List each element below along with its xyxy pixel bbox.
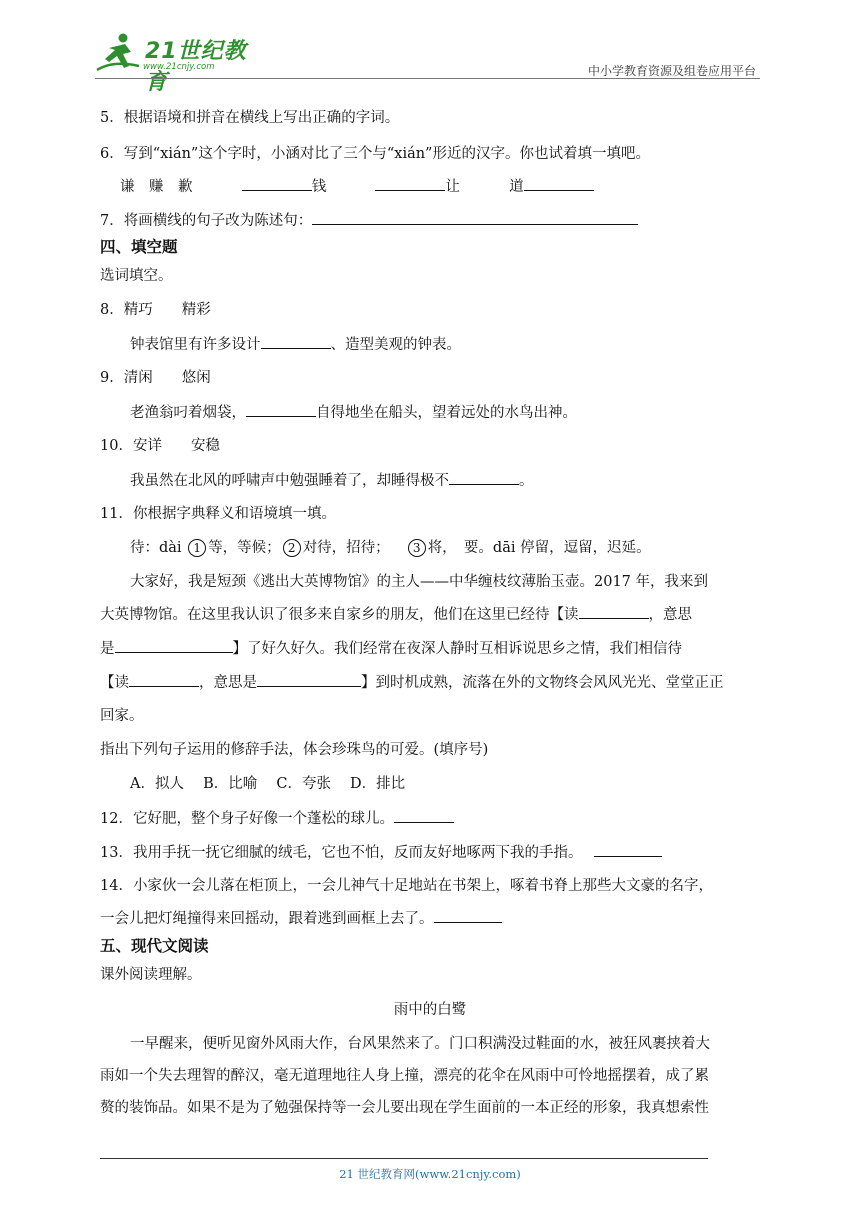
question-10-sentence [130,468,534,490]
q11-p3-a: 是 [100,641,115,657]
q14-blank[interactable] [434,906,502,923]
question-14-line-2 [100,906,502,928]
q6-blank-1[interactable] [242,174,312,191]
q11-paragraph-line-5: 回家。 [100,708,144,724]
q11-blank-meaning-2[interactable] [257,670,361,687]
q9-text-b: 自得地坐在船头，望着远处的水鸟出神。 [316,405,577,421]
q9-text-a: 老渔翁叼着烟袋， [130,405,246,421]
q7-text: 7．将画横线的句子改为陈述句： [100,213,313,229]
q6-fill-1-text: 钱 [311,179,327,195]
q11-blank-read-2[interactable] [129,670,199,687]
q14-text-b: 一会儿把灯绳撞得来回摇动，跟着逃到画框上去了。 [100,911,434,927]
q11-blank-meaning-1[interactable] [115,636,233,653]
q8-text-a: 钟表馆里有许多设计 [130,337,261,353]
passage-line-2: 雨如一个失去理智的醉汉，毫无道理地往人身上撞，漂亮的花伞在风雨中可怜地摇摆着，成了累 [100,1068,709,1084]
section-5-title: 五、现代文阅读 [100,937,209,955]
q11-def-d: 将， 要。dāi 停留，逗留，迟延。 [427,540,651,556]
q11-paragraph-line-1: 大家好，我是短颈《逃出大英博物馆》的主人——中华缠枝纹薄胎玉壶。2017 年，我来到 [130,574,709,590]
q11-p2-b: ，意思 [648,607,692,623]
section-5-intro: 课外阅读理解。 [100,967,202,983]
circled-number-3: 3 [408,539,426,557]
q9-blank[interactable] [246,400,316,417]
question-8-options: 8．精巧 精彩 [100,302,211,318]
footer-link[interactable]: 21 世纪教育网(www.21cnjy.com) [339,1167,521,1181]
footer-divider [100,1158,708,1159]
q8-blank[interactable] [261,332,331,349]
question-6-fill-row [120,174,594,196]
question-7 [100,208,638,230]
rhetoric-intro: 指出下列句子运用的修辞手法，体会珍珠鸟的可爱。(填序号) [100,742,489,758]
q10-text-b: 。 [519,473,534,489]
question-9-options: 9．清闲 悠闲 [100,370,211,386]
q11-def-b: 等，等候； [208,540,281,556]
question-14-line-1: 14．小家伙一会儿落在柜顶上，一会儿神气十足地站在书架上，啄着书脊上那些大文豪的名字， [100,878,713,894]
section-4-intro: 选词填空。 [100,268,173,284]
passage-title: 雨中的白鹭 [393,1002,467,1018]
q11-def-c: 对待，招待； [302,540,390,556]
q7-blank[interactable] [312,208,638,225]
page-header [95,28,760,95]
question-6: 6．写到“xián”这个字时，小涵对比了三个与“xián”形近的汉字。你也试着填一填吧。 [100,146,650,162]
q8-text-b: 、造型美观的钟表。 [330,337,461,353]
question-8-sentence [130,332,461,354]
q11-p3-b: 】了好久好久。我们经常在夜深人静时互相诉说思乡之情，我们相信待 [232,641,682,657]
logo-text: 21世纪教育 [145,39,247,95]
site-logo [95,32,265,95]
question-5: 5．根据语境和拼音在横线上写出正确的字词。 [100,110,400,126]
circled-number-1: 1 [188,539,206,557]
logo-url: www.21cnjy.com [143,62,215,72]
q11-p4-c: 】到时机成熟，流落在外的文物终会风风光光、堂堂正正 [361,675,724,691]
circled-number-2: 2 [283,539,301,557]
q12-text: 12．它好肥，整个身子好像一个蓬松的球儿。 [100,811,394,827]
q11-blank-read-1[interactable] [579,602,649,619]
runner-logo-icon [95,32,143,72]
q11-paragraph-line-4 [100,670,724,692]
q13-text: 13．我用手抚一抚它细腻的绒毛，它也不怕，反而友好地啄两下我的手指。 [100,845,583,861]
q6-fill-3-text: 道 [509,179,524,195]
q10-text-a: 我虽然在北风的呼啸声中勉强睡着了，却睡得极不 [130,473,449,489]
q11-p4-a: 【读 [100,675,129,691]
platform-name: 中小学教育资源及组卷应用平台 [587,64,756,78]
q10-blank[interactable] [449,468,519,485]
q11-p2-a: 大英博物馆。在这里我认识了很多来自家乡的朋友，他们在这里已经待【读 [100,607,579,623]
q6-blank-3[interactable] [524,174,594,191]
question-9-sentence [130,400,577,422]
question-11: 11．你根据字典释义和语境填一填。 [100,506,336,522]
passage-line-1: 一早醒来，便听见窗外风雨大作，台风果然来了。门口积满没过鞋面的水，被狂风裹挟着大 [130,1036,710,1052]
q12-blank[interactable] [394,806,454,823]
q11-p4-b: ，意思是 [199,675,257,691]
section-4-title: 四、填空题 [100,238,178,256]
q13-blank[interactable] [594,840,662,857]
passage-line-3: 赘的装饰品。如果不是为了勉强保持等一会儿要出现在学生面前的一本正经的形象，我真想索性 [100,1100,709,1116]
question-10-options: 10．安详 安稳 [100,438,220,454]
header-divider [95,78,760,79]
question-13 [100,840,662,862]
q11-paragraph-line-3 [100,636,682,658]
q11-def-a: 待：dài [130,540,182,556]
question-12 [100,806,454,828]
q6-blank-2[interactable] [375,174,445,191]
q11-dictionary-definition [130,536,651,557]
rhetoric-options: A．拟人 B．比喻 C．夸张 D．排比 [130,776,406,792]
q6-fill-2-text: 让 [445,179,460,195]
q11-paragraph-line-2 [100,602,692,624]
q6-characters: 谦 赚 歉 [120,179,193,195]
